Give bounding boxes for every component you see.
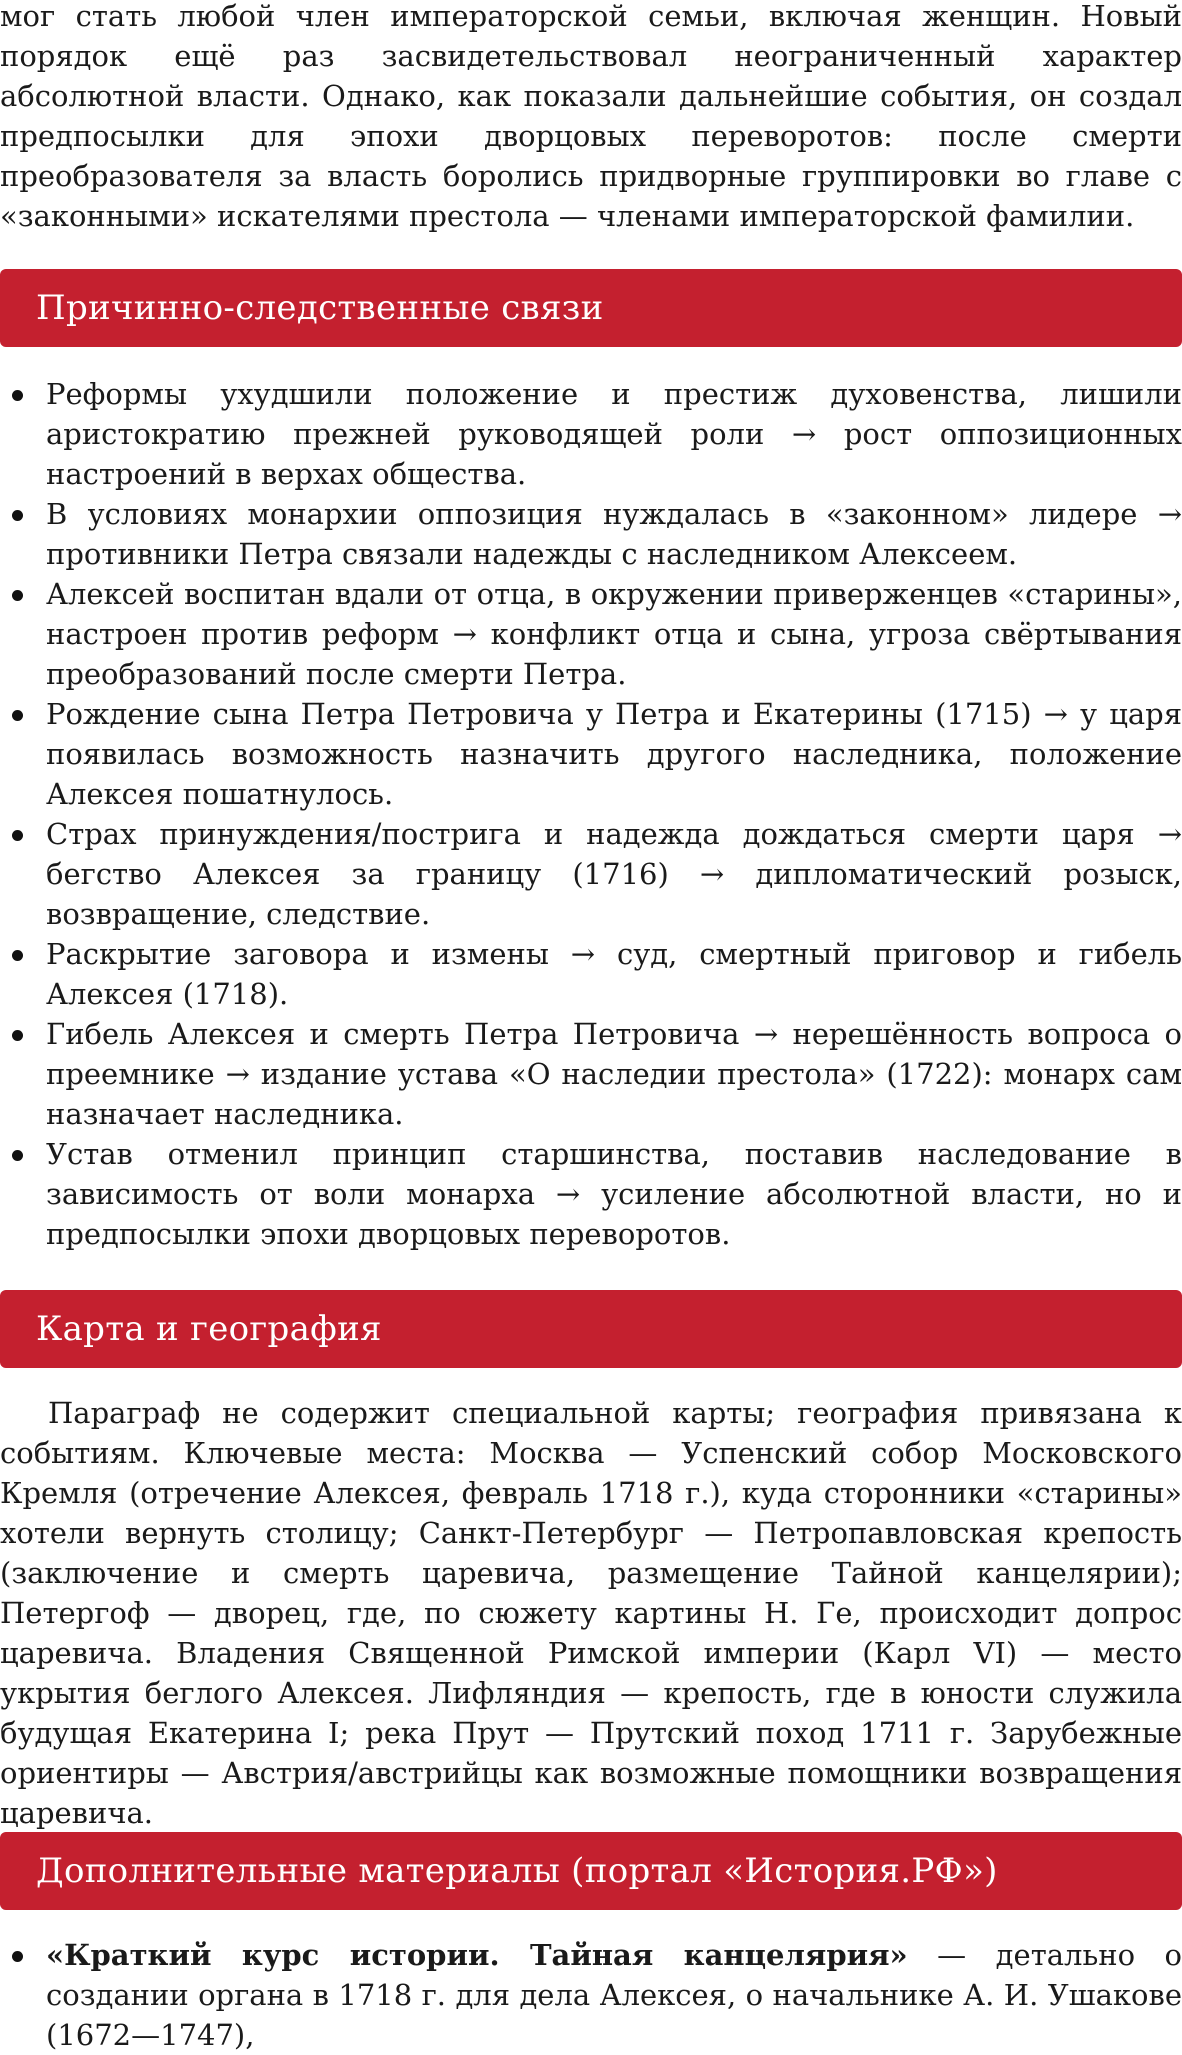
list-item: Страх принуждения/пострига и надежда дождаться смерти царя → бегство Алексея за границу (1716) → дипломатический розыск, возвращение, следствие. xyxy=(0,814,1182,934)
bullet-icon xyxy=(12,710,23,721)
bullet-icon xyxy=(12,510,23,521)
extra-list xyxy=(0,1935,1182,2055)
section-title: Причинно-следственные связи xyxy=(36,288,604,328)
list-item: Реформы ухудшили положение и престиж духовенства, лишили аристократию прежней руководящей роли → рост оппозиционных настроений в верхах общества. xyxy=(0,374,1182,494)
resource-title: «Краткий курс истории. Тайная канцелярия» xyxy=(46,1938,908,1972)
bullet-icon xyxy=(12,950,23,961)
list-item: Устав отменил принцип старшинства, поставив наследование в зависимость от воли монарха → усиление абсолютной власти, но и предпосылки эпохи дворцовых переворотов. xyxy=(0,1134,1182,1254)
list-item: Рождение сына Петра Петровича у Петра и Екатерины (1715) → у царя появилась возможность назначить другого наследника, положение Алексея пошатнулось. xyxy=(0,694,1182,814)
list-item: В условиях монархии оппозиция нуждалась в «законном» лидере → противники Петра связали надежды с наследником Алексеем. xyxy=(0,494,1182,574)
list-item: Гибель Алексея и смерть Петра Петровича → нерешённость вопроса о преемнике → издание устава «О наследии престола» (1722): монарх сам назначает наследника. xyxy=(0,1014,1182,1134)
section-header-extra xyxy=(0,1832,1182,1910)
bullet-icon xyxy=(12,590,23,601)
bullet-icon xyxy=(12,1951,23,1962)
bullet-icon xyxy=(12,1030,23,1041)
intro-paragraph: мог стать любой член императорской семьи, включая женщин. Новый порядок ещё раз засвидетельствовал неограниченный характер абсолютной власти. Однако, как показали дальнейшие события, он создал предпосылки для эпохи дворцовых переворотов: после смерти преобразователя за власть боролись придворные группировки во главе с «законными» искателями престола — членами императорской фамилии. xyxy=(0,0,1182,233)
bullet-icon xyxy=(12,390,23,401)
section-title: Карта и география xyxy=(36,1309,382,1349)
causes-list xyxy=(0,374,1182,1254)
section-header-map xyxy=(0,1290,1182,1368)
list-item xyxy=(0,1935,1182,2055)
bullet-icon xyxy=(12,1150,23,1161)
section-header-causes xyxy=(0,269,1182,347)
resource-description: — детально о создании органа в 1718 г. для дела Алексея, о начальнике А. И. Ушакове (1672—1747), xyxy=(46,1938,1182,2052)
list-item: Раскрытие заговора и измены → суд, смертный приговор и гибель Алексея (1718). xyxy=(0,934,1182,1014)
section-title: Дополнительные материалы (портал «История.РФ») xyxy=(36,1851,998,1891)
list-item: Алексей воспитан вдали от отца, в окружении приверженцев «старины», настроен против реформ → конфликт отца и сына, угроза свёртывания преобразований после смерти Петра. xyxy=(0,574,1182,694)
map-paragraph: Параграф не содержит специальной карты; география привязана к событиям. Ключевые места: Москва — Успенский собор Московского Кремля (отречение Алексея, февраль 1718 г.), куда сторонники «старины» хотели вернуть столицу; Санкт-Петербург — Петропавловская крепость (заключение и смерть царевича, размещение Тайной канцелярии); Петергоф — дворец, где, по сюжету картины Н. Ге, происходит допрос царевича. Владения Священной Римской империи (Карл VI) — место укрытия беглого Алексея. Лифляндия — крепость, где в юности служила будущая Екатерина I; река Прут — Прутский поход 1711 г. Зарубежные ориентиры — Австрия/австрийцы как возможные помощники возвращения царевича. xyxy=(0,1396,1182,1830)
bullet-icon xyxy=(12,830,23,841)
